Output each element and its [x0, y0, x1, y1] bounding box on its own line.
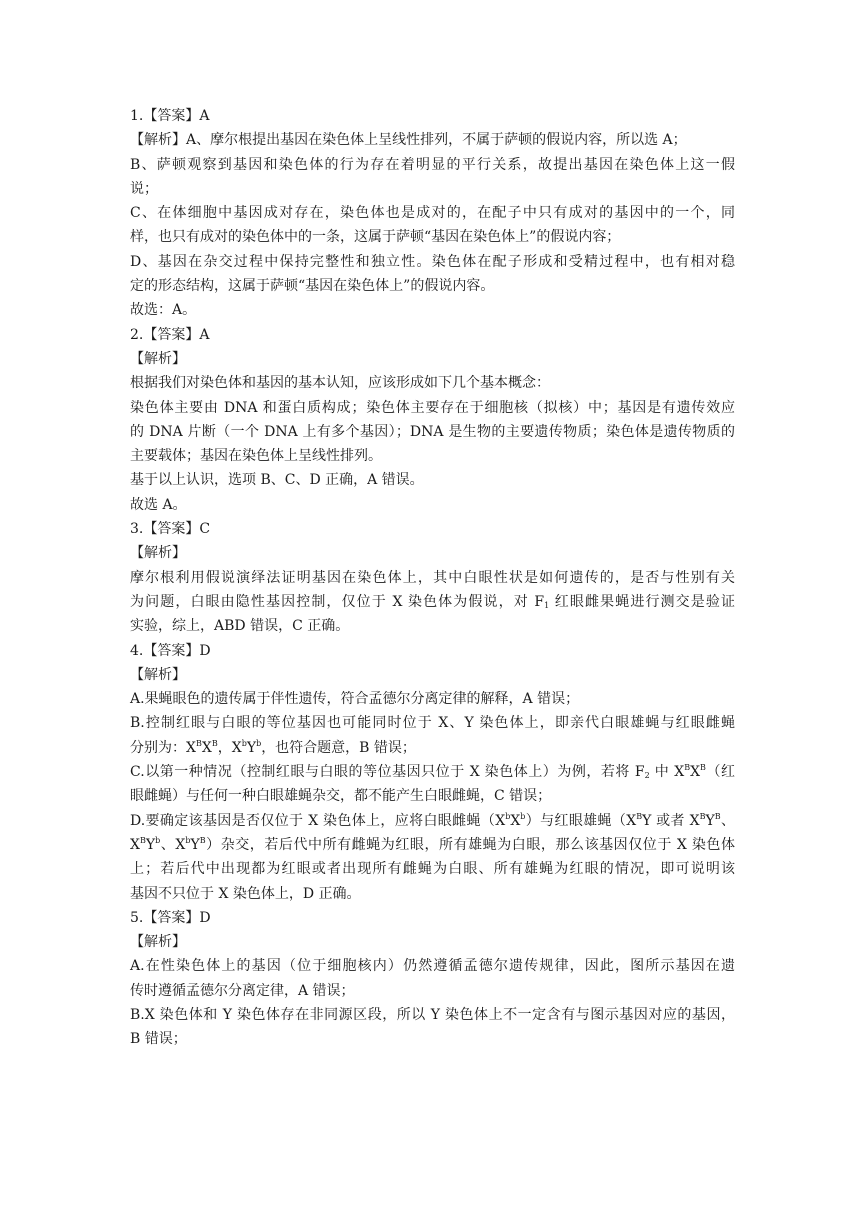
q1-answer: 1.【答案】A	[130, 108, 210, 124]
q5-analysis-heading: 【解析】	[130, 934, 186, 951]
q1-analysis-line: 样，也只有成对的染色体中的一条，这属于萨顿“基因在染色体上”的假说内容；	[130, 229, 621, 246]
q2-conclusion: 故选 A。	[130, 496, 187, 513]
q3-analysis-heading: 【解析】	[130, 545, 186, 562]
q2-analysis-line: 根据我们对染色体和基因的基本认知，应该形成如下几个基本概念：	[130, 375, 550, 392]
q3-analysis-line: 为问题，白眼由隐性基因控制，仅位于 X 染色体为假说，对 $F_1$ 红眼雌果蝇进行测交是验证	[130, 593, 735, 610]
q5-answer: 5.【答案】D	[130, 909, 211, 926]
q4-analysis-line: C.以第一种情况（控制红眼与白眼的等位基因只位于 X 染色体上）为例，若将 $F_2$ 中 $X^BX^B$（红	[130, 763, 735, 781]
q1-analysis-line: C、在体细胞中基因成对存在，染色体也是成对的，在配子中只有成对的基因中的一个，同	[130, 205, 735, 222]
q2-analysis-line: 染色体主要由 DNA 和蛋白质构成；染色体主要存在于细胞核（拟核）中；基因是有遗传效应	[130, 399, 735, 416]
answer-document	[130, 104, 735, 1052]
q1-analysis-line: 【解析】A、摩尔根提出基因在染色体上呈线性排列，不属于萨顿的假说内容，所以选 A；	[130, 132, 687, 149]
q1-analysis-line: 定的形态结构，这属于萨顿“基因在染色体上”的假说内容。	[130, 278, 495, 295]
q3-analysis-line: 实验，综上，ABD 错误，C 正确。	[130, 618, 350, 635]
q4-analysis-line: 眼雌蝇）与任何一种白眼雄蝇杂交，都不能产生白眼雌蝇，C 错误；	[130, 788, 552, 805]
q4-analysis-line: 基因不只位于 X 染色体上，D 正确。	[130, 885, 361, 902]
q3-analysis-line: 摩尔根利用假说演绎法证明基因在染色体上，其中白眼性状是如何遗传的，是否与性别有关	[130, 569, 735, 586]
q1-analysis-line: 说；	[130, 180, 158, 197]
q5-analysis-line: A.在性染色体上的基因（位于细胞核内）仍然遵循孟德尔遗传规律，因此，图所示基因在遗	[130, 958, 735, 975]
q3-answer: 3.【答案】C	[130, 521, 211, 538]
q2-analysis-line: 主要载体；基因在染色体上呈线性排列。	[130, 448, 382, 465]
q2-analysis-line: 基于以上认识，选项 B、C、D 正确，A 错误。	[130, 472, 424, 489]
q1-analysis-line: D、基因在杂交过程中保持完整性和独立性。染色体在配子形成和受精过程中，也有相对稳	[130, 253, 735, 270]
q4-analysis-line: $X^BY^b$、$X^bY^B$）杂交，若后代中所有雌蝇为红眼，所有雄蝇为白眼，那么该基因仅位于 X 染色体	[130, 835, 735, 853]
q4-analysis-line: A.果蝇眼色的遗传属于伴性遗传，符合孟德尔分离定律的解释，A 错误；	[130, 691, 580, 708]
q2-answer: 2.【答案】A	[130, 326, 210, 343]
q5-analysis-line: B 错误；	[130, 1031, 187, 1048]
q5-analysis-line: 传时遵循孟德尔分离定律，A 错误；	[130, 982, 355, 999]
q2-analysis-heading: 【解析】	[130, 350, 186, 367]
q4-analysis-line: D.要确定该基因是否仅位于 X 染色体上，应将白眼雌蝇$(X^bX^b)$与红眼雄蝇（$X^BY$ 或者 $X^BY^B$、	[130, 811, 736, 829]
q1-analysis-line: B、萨顿观察到基因和染色体的行为存在着明显的平行关系，故提出基因在染色体上这一假	[130, 156, 735, 173]
q2-analysis-line: 的 DNA 片断（一个 DNA 上有多个基因）；DNA 是生物的主要遗传物质；染色体是遗传物质的	[130, 423, 735, 440]
q4-analysis-line: 分别为：$X^BX^B$，$X^bY^b$，也符合题意，B 错误；	[130, 738, 416, 756]
q4-answer: 4.【答案】D	[130, 642, 211, 659]
q5-analysis-line: B.X 染色体和 Y 染色体存在非同源区段，所以 Y 染色体上不一定含有与图示基因对应的基因，	[130, 1006, 735, 1023]
q1-conclusion: 故选：A。	[130, 302, 197, 319]
q4-analysis-heading: 【解析】	[130, 666, 186, 683]
q4-analysis-line: B.控制红眼与白眼的等位基因也可能同时位于 X、Y 染色体上，即亲代白眼雄蝇与红眼雌蝇	[130, 715, 735, 732]
q4-analysis-line: 上；若后代中出现都为红眼或者出现所有雌蝇为白眼、所有雄蝇为红眼的情况，即可说明该	[130, 861, 735, 878]
